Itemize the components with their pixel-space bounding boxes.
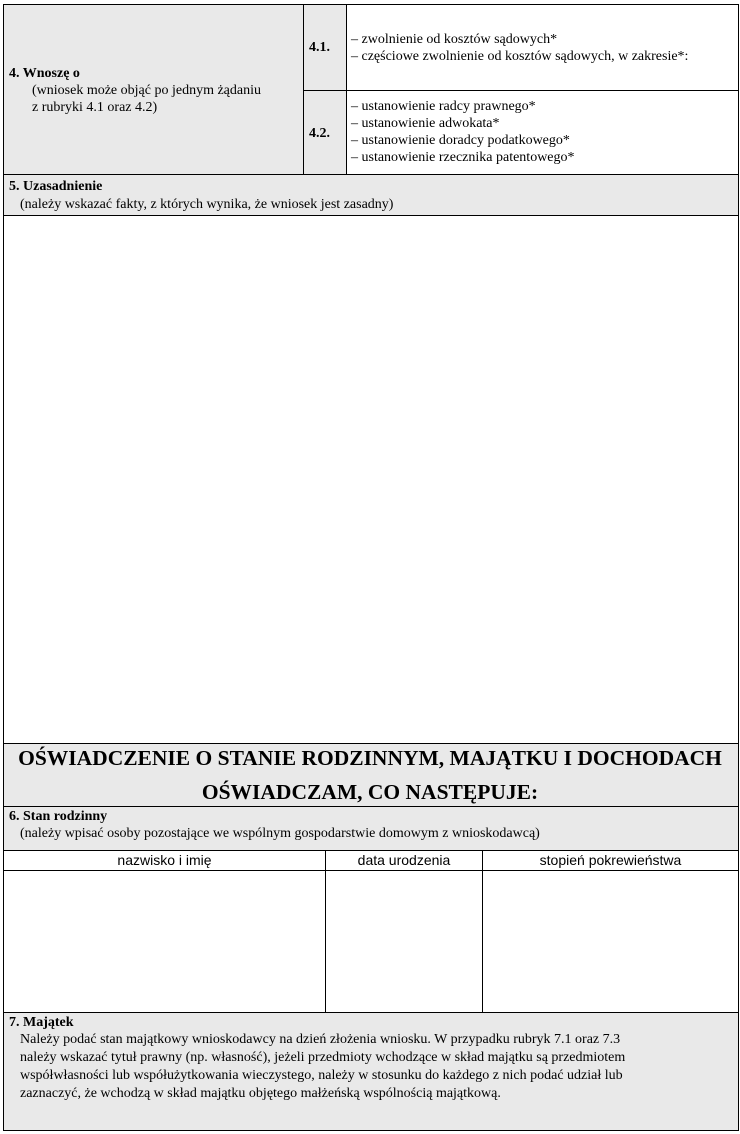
section6-title: 6. Stan rodzinny: [9, 809, 108, 824]
section7-text-line-3: współwłasności lub współużytkowania wieczystego, należy w stosunku do każdego z nich podać udział lub: [20, 1068, 623, 1083]
section7-text-line-4: zaznaczyć, że wchodzą w skład majątku objętego małżeńską wspólnością majątkową.: [20, 1086, 501, 1101]
family-name-field[interactable]: [4, 871, 325, 1012]
column-header-name: nazwisko i imię: [117, 852, 212, 868]
section4-note-line-2: z rubryki 4.1 oraz 4.2): [32, 100, 158, 115]
section4-2-option-legal-adviser[interactable]: – ustanowienie radcy prawnego*: [351, 99, 536, 114]
section4-1-option-partial-exemption[interactable]: – częściowe zwolnienie od kosztów sądowych, w zakresie*:: [351, 49, 689, 64]
column-header-birth-date: data urodzenia: [357, 852, 451, 868]
section7-text-line-2: należy wskazać tytuł prawny (np. własność), jeżeli przedmioty wchodzące w skład majątku są przedmiotem: [20, 1050, 626, 1065]
declaration-title: OŚWIADCZENIE O STANIE RODZINNYM, MAJĄTKU I DOCHODACH: [18, 746, 722, 770]
declaration-subtitle: OŚWIADCZAM, CO NASTĘPUJE:: [201, 780, 539, 804]
section7-text-line-1: Należy podać stan majątkowy wnioskodawcy na dzień złożenia wniosku. W przypadku rubryk 7.1 oraz 7.3: [20, 1032, 621, 1047]
section5-title: 5. Uzasadnienie: [9, 179, 103, 194]
section4-1-option-exemption[interactable]: – zwolnienie od kosztów sądowych*: [351, 32, 558, 47]
section7-title: 7. Majątek: [9, 1015, 74, 1030]
family-relationship-field[interactable]: [483, 871, 738, 1012]
section4-2-option-patent-attorney[interactable]: – ustanowienie rzecznika patentowego*: [351, 150, 575, 165]
section4-2-option-tax-adviser[interactable]: – ustanowienie doradcy podatkowego*: [351, 133, 570, 148]
section4-2-number: 4.2.: [309, 126, 330, 141]
section6-note: (należy wpisać osoby pozostające we wspólnym gospodarstwie domowym z wnioskodawcą): [20, 826, 540, 841]
section5-note: (należy wskazać fakty, z których wynika, że wniosek jest zasadny): [20, 197, 394, 212]
family-birth-date-field[interactable]: [326, 871, 482, 1012]
section4-1-number: 4.1.: [309, 40, 330, 55]
section5-justification-field[interactable]: [4, 216, 738, 743]
section4-title: 4. Wnoszę o: [9, 66, 80, 81]
column-header-relationship: stopień pokrewieństwa: [539, 852, 682, 868]
section4-note-line-1: (wniosek może objąć po jednym żądaniu: [32, 83, 261, 98]
section4-2-option-advocate[interactable]: – ustanowienie adwokata*: [351, 116, 500, 131]
